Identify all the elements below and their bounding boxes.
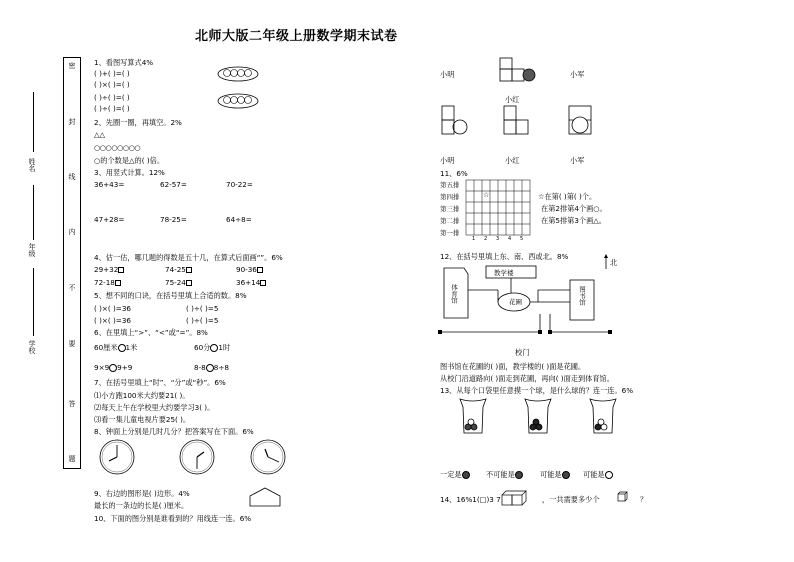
q4-d-box[interactable]	[115, 280, 121, 286]
q7-row-3: ⑶看一集儿童电视片要25( )。	[94, 415, 191, 424]
class-label: 年级	[28, 243, 36, 257]
q14-mark: ？	[640, 495, 648, 504]
q11-heading: 11、6%	[440, 169, 468, 178]
q4-b	[165, 265, 192, 274]
q4-c	[236, 265, 263, 274]
q4-e-box[interactable]	[186, 280, 192, 286]
q12-library: 图书馆	[578, 286, 586, 306]
q14-question: ，一共需要多少个	[542, 495, 600, 504]
q6-c-left: 9×9	[94, 363, 110, 372]
q13-option-1[interactable]	[440, 470, 470, 479]
q4-d-text: 72-18	[94, 278, 115, 287]
q2-heading: 2、先圈一圈，再填空。2%	[94, 118, 182, 127]
q9-heading: 9、右边的图形是( )边形。4%	[94, 489, 190, 498]
q6-a-left: 60厘米	[94, 343, 118, 352]
q10-view-1	[441, 105, 471, 137]
q14-cubes	[500, 487, 530, 507]
q13-heading: 13、从每个口袋里任意摸一个球，是什么球的？连一连。6%	[440, 386, 634, 395]
q4-d	[94, 278, 121, 287]
q13-option-4[interactable]	[583, 470, 613, 479]
name-label: 姓名	[28, 158, 36, 172]
q6-a-circle[interactable]	[118, 344, 126, 352]
q6-c-circle[interactable]	[109, 364, 117, 372]
q13-option-2[interactable]	[486, 470, 523, 479]
q11-row-3: 第三排	[440, 205, 460, 213]
q13-option-3-ball	[562, 471, 570, 479]
q13-option-2-text: 不可能是	[486, 470, 515, 479]
q4-c-text: 90-36	[236, 265, 257, 274]
q11-col-5: 5	[520, 236, 524, 242]
q12-garden: 花圃	[509, 298, 522, 306]
q6-d-left: 8-8	[194, 363, 206, 372]
q4-f-text: 36+14	[236, 278, 261, 287]
q13-bags	[458, 397, 618, 439]
q13-option-4-text: 可能是	[583, 470, 605, 479]
q4-f-box[interactable]	[260, 280, 266, 286]
q4-heading: 4、估一估，哪几题的得数是五十几，在算式后面画“”。6%	[94, 253, 283, 262]
q10-label-xiaoming: 小明	[440, 70, 455, 79]
q13-option-2-ball	[515, 471, 523, 479]
q4-e-text: 75-24	[165, 278, 186, 287]
q1-row-4: ( )÷( )=( )	[94, 104, 130, 113]
q4-e	[165, 278, 192, 287]
q1-heading: 1、看图写算式4%	[94, 58, 154, 67]
page-title: 北师大版二年级上册数学期末试卷	[195, 29, 398, 44]
q4-f	[236, 278, 266, 287]
q10-label-xiaohong: 小红	[505, 95, 520, 104]
q13-option-1-ball	[462, 471, 470, 479]
q11-col-1: 1	[472, 236, 476, 242]
q1-row-1: ( )+( )=( )	[94, 69, 130, 78]
q11-col-3: 3	[496, 236, 500, 242]
q6-b	[194, 343, 230, 352]
q10-label-xiaojun-2: 小军	[570, 156, 585, 165]
q14-text: 14、16%1(□)3 7	[440, 495, 501, 504]
q12-teaching-building: 教学楼	[494, 269, 514, 277]
name-underline	[33, 92, 34, 152]
q11-row-1: 第一排	[440, 229, 460, 237]
q10-label-xiaoming-2: 小明	[440, 156, 455, 165]
q11-s1: ☆在第( )第( )个。	[538, 192, 597, 201]
q10-label-xiaohong-2: 小红	[505, 156, 520, 165]
bag-3	[590, 399, 616, 433]
q10-heading: 10、下面的图分别是谁看到的？用线连一连。6%	[94, 514, 252, 523]
q13-option-4-ball	[605, 471, 613, 479]
q9-line-2: 最长的一条边的长是( )厘米。	[94, 501, 189, 510]
school-underline	[33, 268, 34, 336]
q3-c: 70-22=	[226, 180, 253, 189]
q5-row-3: ( )×( )=36	[94, 316, 131, 325]
q3-d: 47+28=	[94, 215, 125, 224]
q11-s2: 在第2排第4个画○。	[541, 204, 607, 213]
q4-b-box[interactable]	[186, 267, 192, 273]
q11-row-4: 第四排	[440, 193, 460, 201]
q6-a	[94, 343, 137, 352]
q13-option-3-text: 可能是	[540, 470, 562, 479]
q5-row-1: ( )×( )=36	[94, 304, 131, 313]
clock-3	[251, 440, 285, 474]
q2-triangles: △△	[94, 130, 106, 139]
bag-1	[460, 399, 486, 433]
q3-a: 36+43=	[94, 180, 125, 189]
q2-question: ○的个数是△的( )倍。	[94, 156, 165, 165]
q1-plates-image	[218, 64, 268, 114]
q3-heading: 3、用竖式计算。12%	[94, 168, 165, 177]
q2-circles: ○○○○○○○○	[94, 143, 141, 152]
q6-heading: 6、在里填上“>”、“<”或“=”。8%	[94, 328, 208, 337]
school-label: 学校	[28, 340, 36, 354]
q4-a-box[interactable]	[118, 267, 124, 273]
q12-s2: 从校门沿道路向( )面走到花圃，再向( )面走到体育馆。	[440, 374, 614, 383]
seal-char-8: 题	[68, 455, 76, 462]
q7-row-1: ⑴小方跑100米大约要21( )。	[94, 391, 190, 400]
q8-clocks	[98, 438, 298, 478]
q5-heading: 5、想不同的口诀，在括号里填上合适的数。8%	[94, 291, 247, 300]
q12-campus-map	[438, 262, 618, 342]
q4-a	[94, 265, 124, 274]
q11-row-5: 第五排	[440, 181, 460, 189]
q6-d	[194, 363, 229, 372]
q4-b-text: 74-25	[165, 265, 186, 274]
q12-heading: 12、在括号里填上东、南、西或北。8%	[440, 252, 569, 261]
class-underline	[33, 185, 34, 240]
seal-char-2: 封	[68, 118, 76, 125]
q13-option-1-text: 一定是	[440, 470, 462, 479]
seal-char-6: 要	[68, 340, 76, 347]
q12-gym: 体育馆	[450, 284, 458, 304]
q10-label-xiaojun: 小军	[570, 70, 585, 79]
q10-view-3	[568, 105, 594, 137]
q13-option-3[interactable]	[540, 470, 570, 479]
q10-view-2	[503, 105, 529, 137]
q6-b-right: 1时	[218, 343, 231, 352]
seal-char-3: 线	[68, 173, 76, 180]
q11-grid	[466, 180, 536, 238]
q9-pentagon	[248, 486, 282, 508]
q3-e: 78-25=	[160, 215, 187, 224]
q11-col-4: 4	[508, 236, 512, 242]
q4-c-box[interactable]	[257, 267, 263, 273]
q3-f: 64÷8=	[226, 215, 252, 224]
q14-cube-icon	[617, 491, 627, 503]
bag-2	[525, 399, 551, 433]
q6-a-right: 1米	[125, 343, 138, 352]
q6-c-right: 9+9	[117, 363, 133, 372]
q12-north: 北	[610, 258, 618, 267]
q11-row-2: 第二排	[440, 217, 460, 225]
q12-gate: 校门	[515, 348, 530, 357]
q3-b: 62-57=	[160, 180, 187, 189]
q6-d-right: 8÷8	[213, 363, 229, 372]
q6-d-circle[interactable]	[206, 364, 214, 372]
seal-char-5: 不	[68, 284, 76, 291]
q6-b-left: 60分	[194, 343, 211, 352]
q7-row-2: ⑵每天上午在学校里大约要学习3( )。	[94, 403, 215, 412]
seal-char-4: 内	[68, 228, 76, 235]
q5-row-2: ( )÷( )=5	[186, 304, 219, 313]
q11-col-2: 2	[484, 236, 488, 242]
q1-row-2: ( )×( )=( )	[94, 80, 130, 89]
q10-object-image	[498, 55, 538, 93]
seal-char-7: 答	[68, 400, 76, 407]
seal-char-1: 密	[68, 62, 76, 69]
q11-s3: 在第5排第3个画△。	[541, 216, 606, 225]
q4-a-text: 29+32	[94, 265, 119, 274]
clock-2	[180, 440, 214, 474]
q5-row-4: ( )÷( )=5	[186, 316, 219, 325]
q12-s1: 图书馆在花圃的( )面，教学楼的( )面是花圃。	[440, 362, 586, 371]
q11-star: ☆	[483, 191, 490, 199]
q1-row-3: ( )÷( )=( )	[94, 93, 130, 102]
q6-c	[94, 363, 132, 372]
clock-1	[100, 440, 134, 474]
q7-heading: 7、在括号里填上“时”、“分”或“秒”。6%	[94, 378, 226, 387]
q8-heading: 8、钟面上分别是几时几分？把答案写在下面。6%	[94, 427, 254, 436]
